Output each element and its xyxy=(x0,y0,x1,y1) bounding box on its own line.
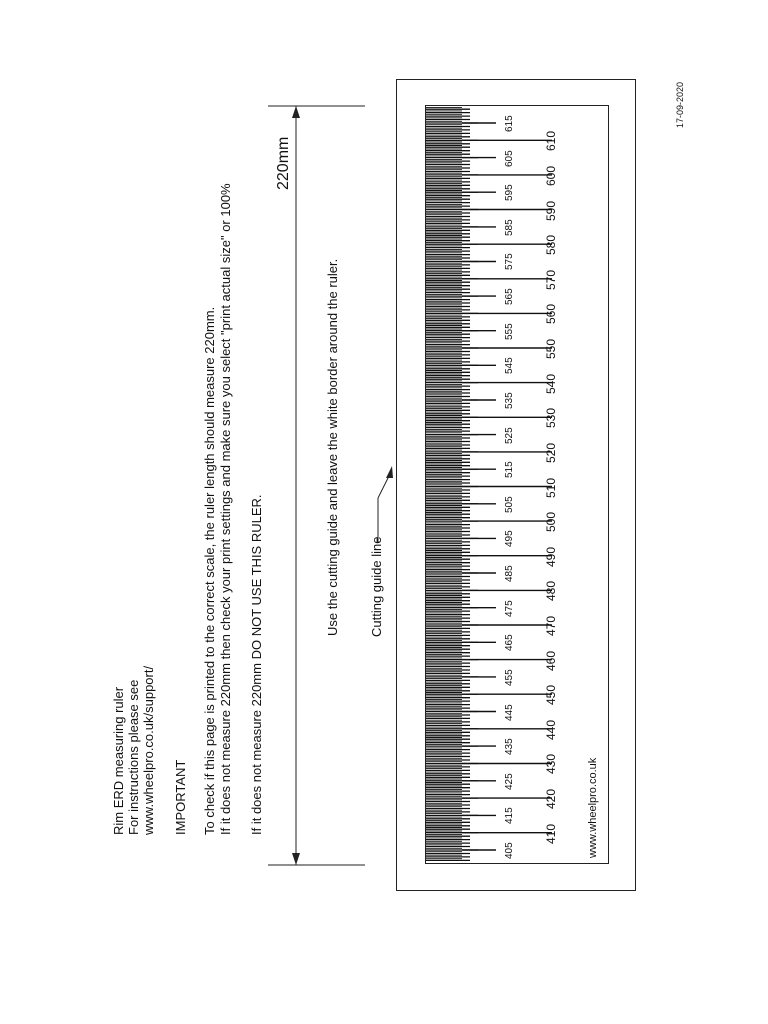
ruler-label-even: 570 xyxy=(544,269,558,290)
important-heading: IMPORTANT xyxy=(173,759,188,835)
ruler-label-odd: 455 xyxy=(504,669,515,686)
ruler-label-odd: 505 xyxy=(504,496,515,513)
important-line-1: To check if this page is printed to the correct scale, the ruler length should measure 220mm. xyxy=(202,306,217,835)
ruler-label-even: 420 xyxy=(544,789,558,810)
print-date: 17-09-2020 xyxy=(675,81,685,128)
ruler-label-odd: 545 xyxy=(504,357,515,375)
ruler-label-odd: 425 xyxy=(504,773,515,790)
ruler-label-odd: 415 xyxy=(504,807,515,825)
ruler-label-odd: 555 xyxy=(504,323,515,340)
ruler-label-even: 500 xyxy=(544,512,558,533)
ruler-label-odd: 435 xyxy=(504,738,515,756)
ruler-label-even: 450 xyxy=(544,685,558,706)
ruler-label-even: 440 xyxy=(544,719,558,740)
ruler-label-even: 520 xyxy=(544,442,558,463)
ruler-footer-url: www.wheelpro.co.uk xyxy=(587,757,599,858)
ruler-label-even: 480 xyxy=(544,581,558,602)
ruler-label-even: 470 xyxy=(544,615,558,636)
ruler-label-odd: 595 xyxy=(504,184,515,202)
ruler-label-odd: 565 xyxy=(504,288,515,306)
ruler-label-even: 600 xyxy=(544,165,558,186)
dimension-label: 220mm xyxy=(275,136,292,190)
ruler-label-odd: 575 xyxy=(504,253,515,271)
dimension-arrow-top xyxy=(292,106,300,118)
ruler-label-odd: 485 xyxy=(504,565,515,583)
ruler-label-odd: 445 xyxy=(504,703,515,721)
ruler-label-odd: 465 xyxy=(504,634,515,652)
ruler-label-even: 530 xyxy=(544,408,558,429)
dimension-arrow-bottom xyxy=(292,853,300,865)
ruler-label-even: 550 xyxy=(544,338,558,360)
ruler-barcode xyxy=(426,107,478,860)
ruler-label-odd: 615 xyxy=(504,115,515,132)
ruler-label-even: 490 xyxy=(544,546,558,567)
header-instructions: For instructions please see xyxy=(126,679,141,835)
ruler-label-odd: 585 xyxy=(504,219,515,236)
ruler-label-even: 610 xyxy=(544,131,558,152)
cutting-instruction: Use the cutting guide and leave the white border around the ruler. xyxy=(325,258,340,636)
header-title: Rim ERD measuring ruler xyxy=(111,686,126,835)
ruler-label-even: 590 xyxy=(544,200,558,221)
important-line-2: If it does not measure 220mm then check your print settings and make sure you select "print actual size" or 100% xyxy=(218,183,233,835)
header-support-url: www.wheelpro.co.uk/support/ xyxy=(141,665,156,835)
ruler-label-odd: 475 xyxy=(504,599,515,617)
ruler-label-even: 540 xyxy=(544,373,558,394)
ruler-label-even: 510 xyxy=(544,477,558,498)
ruler-label-even: 560 xyxy=(544,304,558,325)
cutting-guide-label: Cutting guide line xyxy=(369,536,384,637)
ruler-label-odd: 495 xyxy=(504,530,515,548)
ruler-label-odd: 605 xyxy=(504,149,515,167)
ruler-label-even: 580 xyxy=(544,235,558,256)
important-line-3: If it does not measure 220mm DO NOT USE THIS RULER. xyxy=(249,494,264,835)
ruler-label-odd: 525 xyxy=(504,426,515,444)
ruler-label-even: 410 xyxy=(544,823,558,844)
ruler-label-odd: 515 xyxy=(504,461,515,479)
cutting-guide-arrow xyxy=(386,466,393,478)
ruler-label-odd: 535 xyxy=(504,392,515,409)
ruler-label-even: 460 xyxy=(544,650,558,671)
ruler-label-odd: 405 xyxy=(504,842,515,859)
ruler-label-even: 430 xyxy=(544,754,558,775)
